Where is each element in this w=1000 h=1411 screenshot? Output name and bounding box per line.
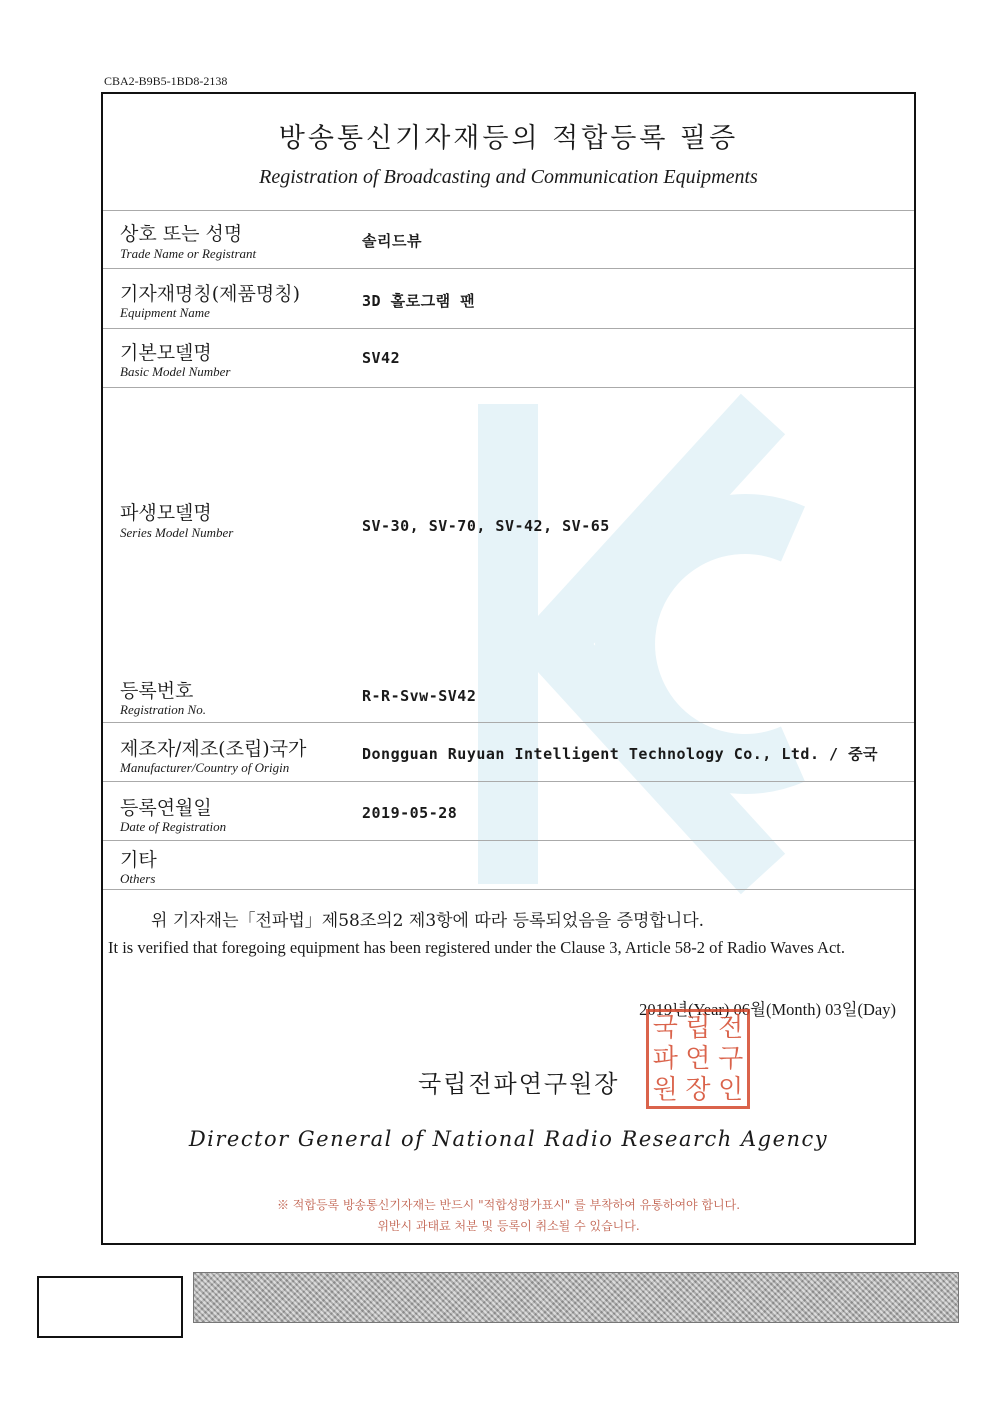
certificate-title-korean: 방송통신기자재등의 적합등록 필증: [278, 123, 739, 154]
field-label-english: Trade Name or Registrant: [120, 246, 257, 261]
seal-character: 전: [718, 1012, 744, 1043]
field-row-manufacturer: [103, 722, 914, 782]
official-seal-stamp: [646, 1009, 750, 1109]
field-label-korean: 등록연월일: [120, 797, 212, 819]
seal-character: 연: [685, 1043, 711, 1074]
field-label-english: Others: [120, 871, 156, 886]
verification-statement-korean: 위 기자재는「전파법」제58조의2 제3항에 따라 등록되었음을 증명합니다.: [151, 911, 705, 931]
field-label-english: Equipment Name: [120, 305, 210, 320]
field-label-korean: 기본모델명: [120, 342, 212, 364]
seal-character: 인: [718, 1075, 744, 1106]
seal-character: 립: [685, 1012, 711, 1043]
seal-character: 장: [685, 1075, 711, 1106]
field-label-english: Manufacturer/Country of Origin: [120, 760, 290, 775]
field-label-english: Date of Registration: [120, 819, 227, 834]
field-value: 3D 홀로그램 팬: [362, 292, 476, 310]
field-value: 2019-05-28: [362, 804, 458, 822]
field-label-korean: 등록번호: [120, 680, 194, 702]
field-label-korean: 상호 또는 성명: [120, 223, 243, 245]
field-value: SV42: [362, 349, 401, 367]
field-label-english: Basic Model Number: [120, 364, 231, 379]
field-label-korean: 기타: [120, 849, 157, 871]
field-row-basic-model: [103, 328, 914, 388]
field-value: Dongguan Ruyuan Intelligent Technology Co., Ltd. / 중국: [362, 745, 879, 763]
field-row-registration-date: [103, 781, 914, 841]
certificate-title-english: Registration of Broadcasting and Communication Equipments: [259, 166, 758, 188]
director-title-english: Director General of National Radio Research Agency: [188, 1127, 829, 1151]
field-value: 솔리드뷰: [362, 232, 422, 250]
field-label-korean: 제조자/제조(조립)국가: [120, 738, 307, 760]
security-pattern-strip: [193, 1272, 959, 1323]
seal-character: 파: [652, 1043, 678, 1074]
empty-box: [37, 1276, 183, 1338]
field-row-registration-no: [103, 672, 914, 722]
seal-character: 원: [652, 1075, 678, 1106]
field-row-series-model: [103, 387, 914, 673]
certificate-frame: [101, 92, 916, 1245]
document-id: CBA2-B9B5-1BD8-2138: [104, 74, 228, 88]
notice-line-2: 위반시 과태료 처분 및 등록이 취소될 수 있습니다.: [377, 1219, 640, 1233]
field-row-others: [103, 840, 914, 890]
field-value: R-R-Svw-SV42: [362, 687, 477, 705]
issue-date: 2019년(Year) 06월(Month) 03일(Day): [639, 1000, 896, 1019]
director-title-korean: 국립전파연구원장: [418, 1070, 620, 1098]
verification-statement-english: It is verified that foregoing equipment has been registered under the Clause 3, Article 58-2 of Radio Waves Act.: [108, 938, 845, 957]
field-label-korean: 기자재명칭(제품명칭): [120, 283, 301, 305]
field-value: SV-30, SV-70, SV-42, SV-65: [362, 517, 610, 535]
field-row-equipment-name: [103, 268, 914, 329]
field-label-english: Series Model Number: [120, 525, 234, 540]
notice-line-1: ※ 적합등록 방송통신기자재는 반드시 "적합성평가표시" 를 부착하여 유통하여야 합니다.: [276, 1198, 741, 1212]
seal-character: 구: [718, 1043, 744, 1074]
field-label-korean: 파생모델명: [120, 502, 212, 524]
seal-character: 국: [652, 1012, 678, 1043]
field-label-english: Registration No.: [120, 702, 206, 717]
field-row-trade-name: [103, 210, 914, 269]
